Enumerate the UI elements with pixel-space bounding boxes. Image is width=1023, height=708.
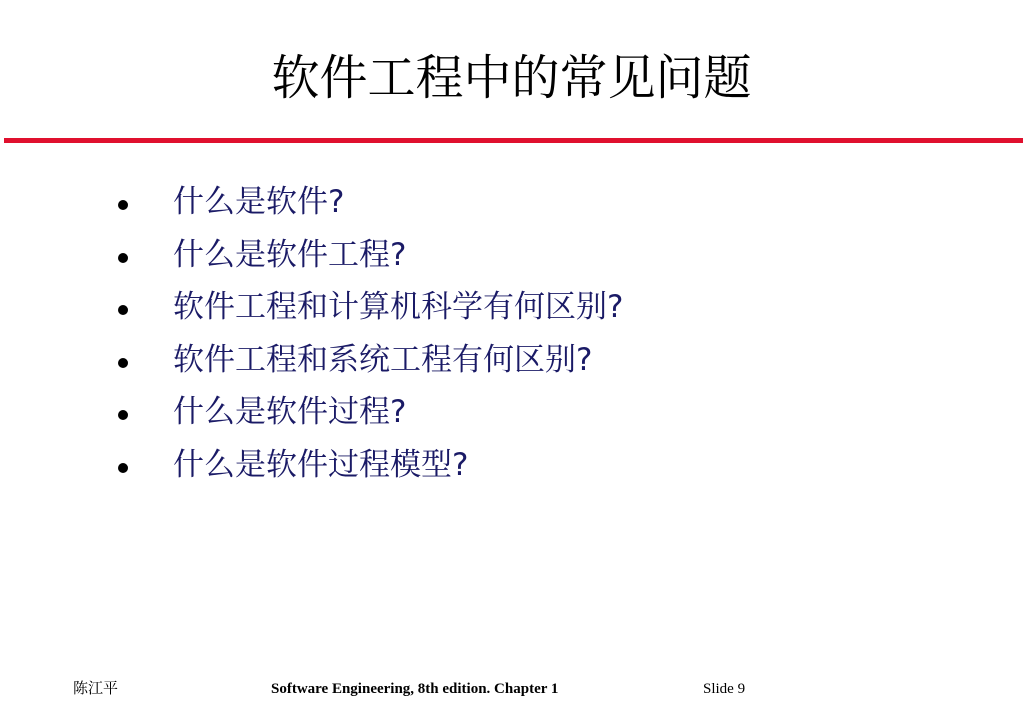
bullet-text: 什么是软件工程? (173, 236, 407, 273)
bullet-icon (118, 305, 128, 315)
bullet-icon (118, 410, 128, 420)
footer-author: 陈江平 (73, 681, 119, 697)
bullet-text: 软件工程和系统工程有何区别? (173, 341, 593, 378)
footer-slide-number: Slide 9 (703, 681, 746, 697)
footer-course-title: Software Engineering, 8th edition. Chapter 1 (271, 681, 559, 697)
title-divider (4, 138, 1023, 143)
bullet-icon (118, 200, 128, 210)
bullet-icon (118, 358, 128, 368)
bullet-text: 什么是软件过程模型? (173, 446, 469, 483)
bullet-icon (118, 253, 128, 263)
bullet-text: 软件工程和计算机科学有何区别? (173, 289, 624, 325)
bullet-text: 什么是软件过程? (173, 394, 407, 430)
bullet-icon (118, 463, 128, 473)
bullet-text: 什么是软件? (173, 184, 345, 220)
slide-title: 软件工程中的常见问题 (271, 50, 752, 106)
